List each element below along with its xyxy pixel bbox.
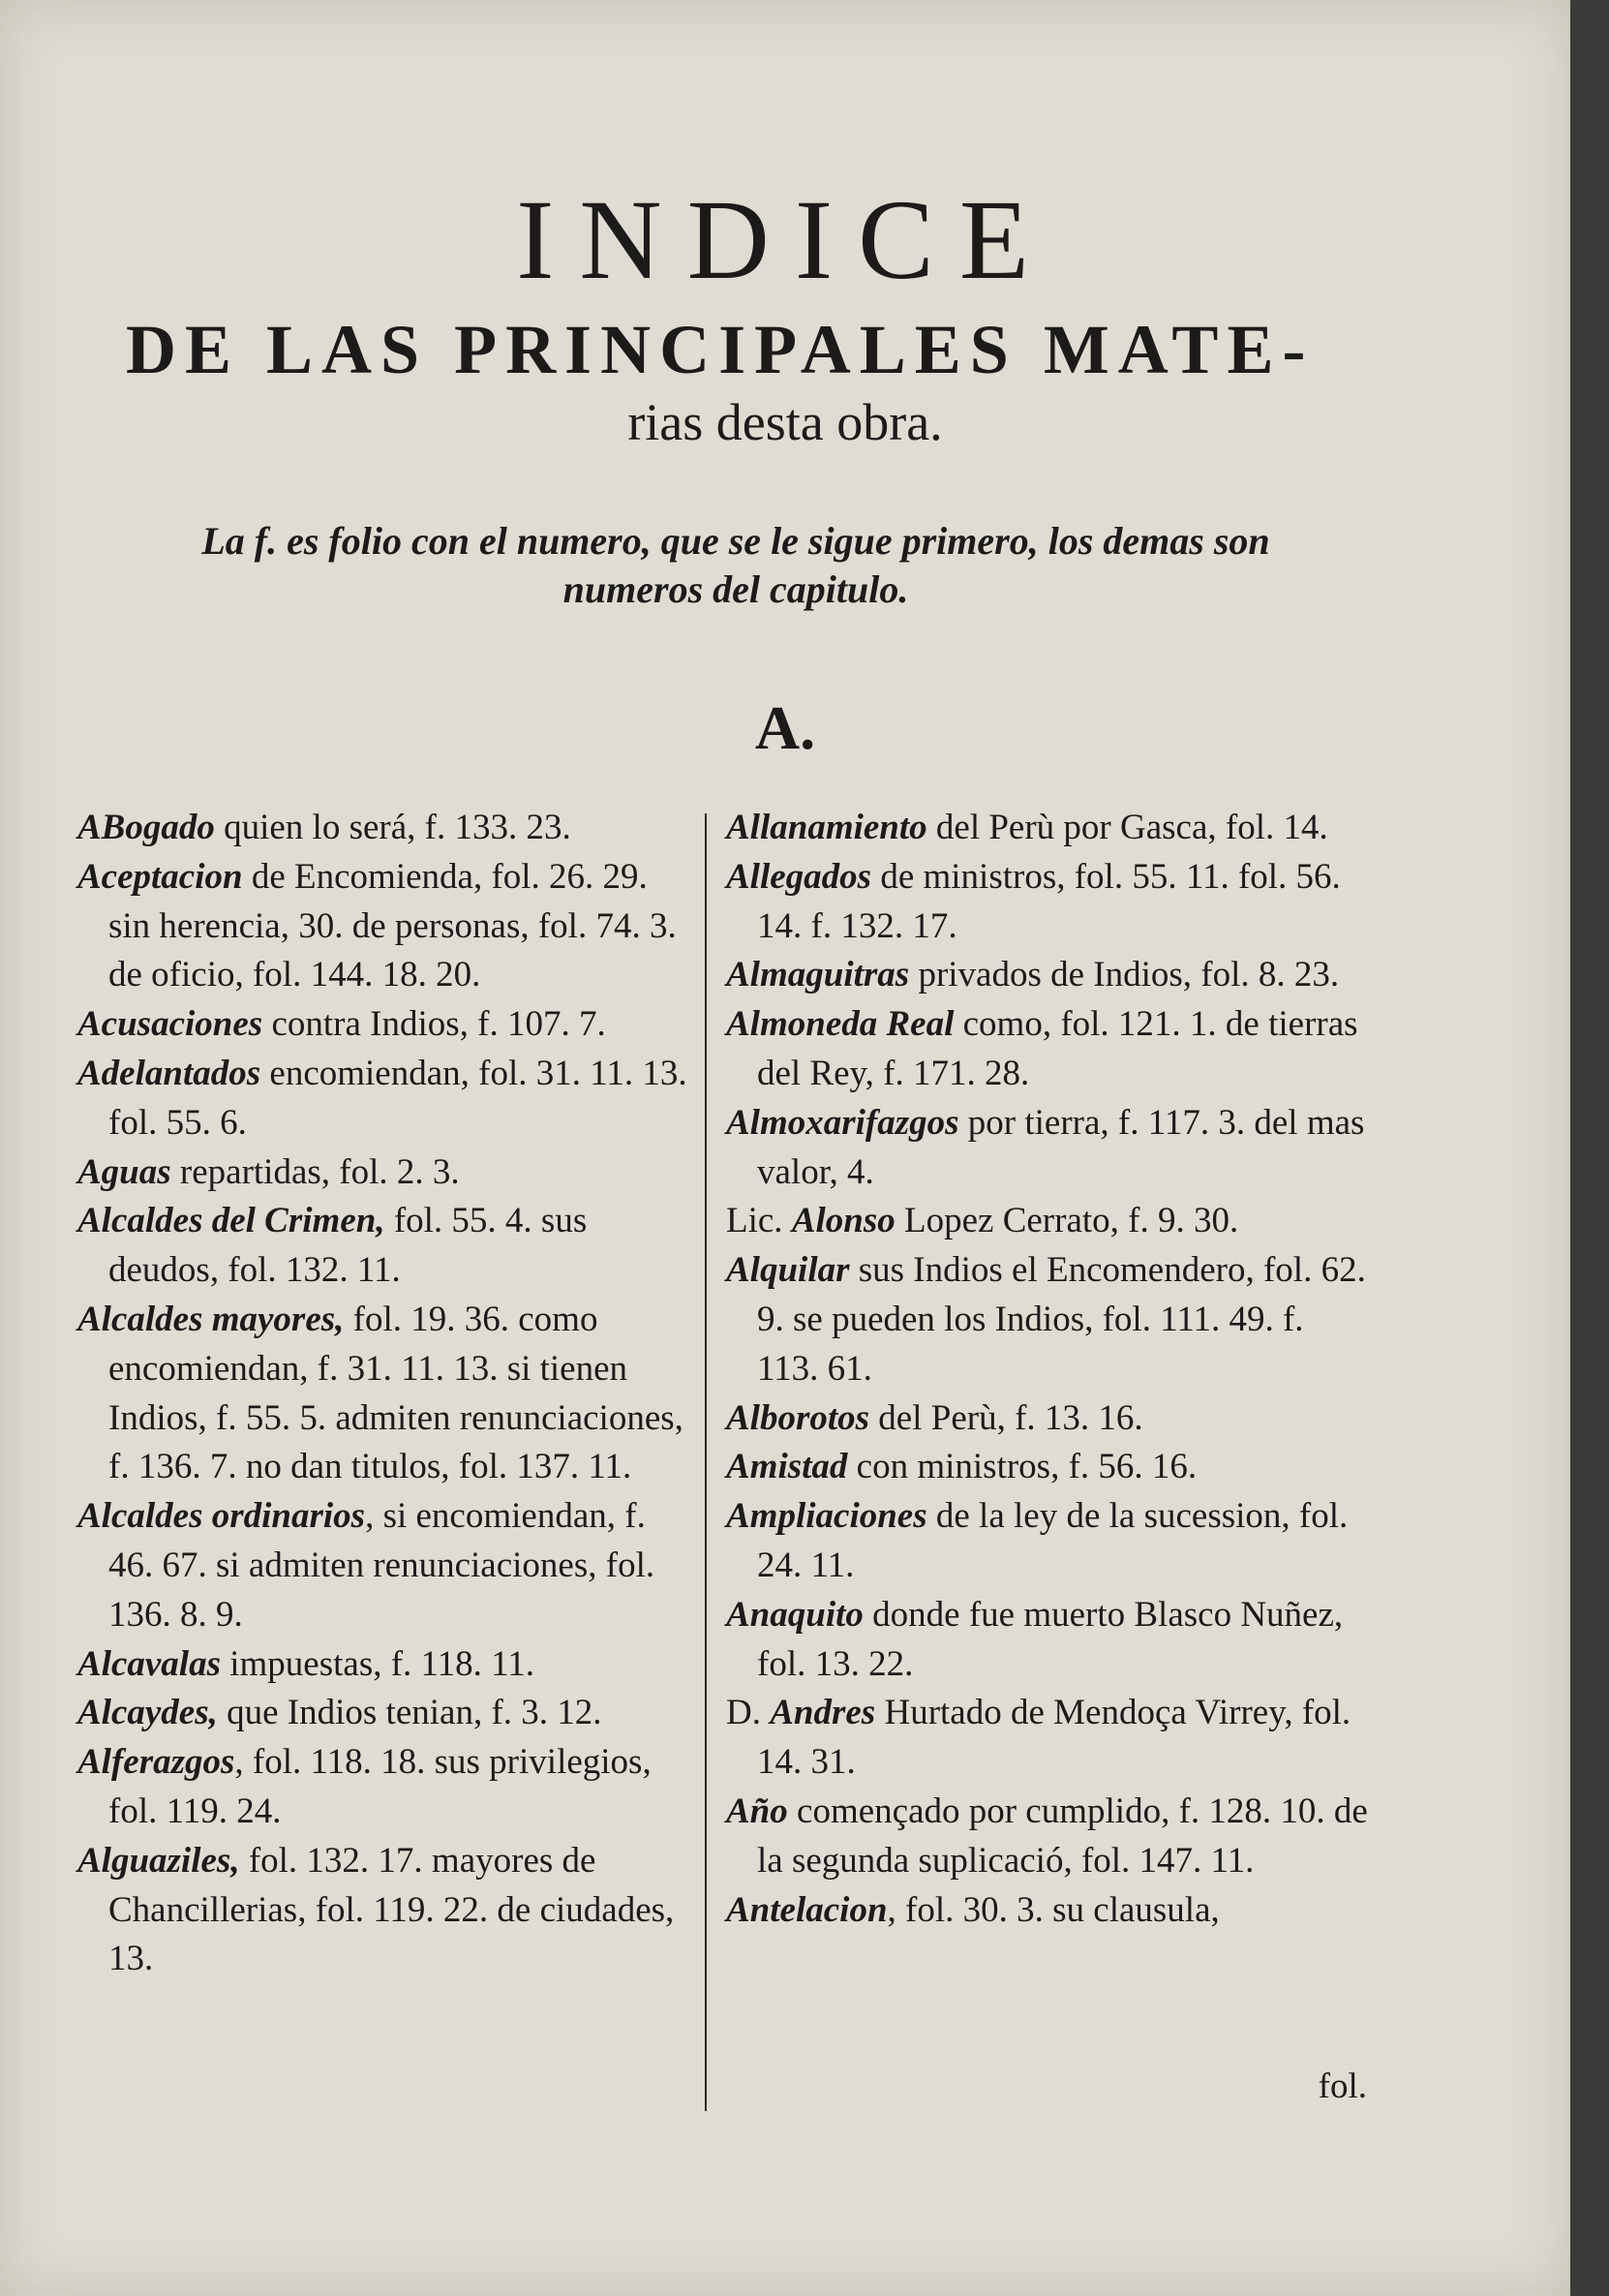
entry-text: , fol. 30. 3. su clausula, <box>887 1889 1220 1930</box>
entry-text: impuestas, f. 118. 11. <box>220 1643 535 1684</box>
index-entry <box>77 853 697 1000</box>
section-letter: A. <box>754 693 816 762</box>
entry-heading: Alquilar <box>726 1250 850 1291</box>
entry-heading: ABogado <box>77 808 215 847</box>
index-entry <box>726 1689 1370 1788</box>
index-entry <box>726 1099 1370 1198</box>
entry-heading: Aguas <box>77 1151 171 1192</box>
entry-heading: Almoneda Real <box>726 1004 955 1045</box>
entry-heading: Alcaldes mayores, <box>77 1299 345 1339</box>
index-entry <box>77 1640 697 1690</box>
index-entry <box>726 804 1370 853</box>
index-entry <box>77 1050 697 1148</box>
page-title: INDICE <box>516 176 1054 303</box>
entry-heading: Antelacion <box>726 1889 888 1930</box>
entry-text: fol. 19. 36. como encomiendan, f. 31. 11. 13. si tienen Indios, f. 55. 5. admiten renunciaciones, f. 136. 7. no dan titulos, fol. 137. 11. <box>108 1299 683 1487</box>
entry-heading: Almaguitras <box>726 955 910 995</box>
index-entry <box>77 1492 697 1639</box>
entry-heading: Anaquito <box>726 1594 864 1635</box>
index-entry <box>726 853 1370 952</box>
entry-prefix: Lic. <box>726 1201 792 1241</box>
entry-text: privados de Indios, fol. 8. 23. <box>909 955 1340 995</box>
entry-text: sus Indios el Encomendero, fol. 62. 9. se pueden los Indios, fol. 111. 49. f. 113. 61. <box>757 1250 1366 1389</box>
entry-text: donde fue muerto Blasco Nuñez, fol. 13. 22. <box>757 1594 1344 1684</box>
entry-heading: Amistad <box>726 1447 848 1487</box>
entry-text: de la ley de la sucession, fol. 24. 11. <box>757 1496 1349 1585</box>
index-entry <box>726 1788 1370 1886</box>
entry-text: , si encomiendan, f. 46. 67. si admiten renunciaciones, fol. 136. 8. 9. <box>108 1496 655 1635</box>
entry-heading: Alcavalas <box>77 1643 221 1684</box>
index-entry <box>726 1197 1370 1246</box>
entry-text: encomiendan, fol. 31. 11. 13. fol. 55. 6. <box>108 1053 687 1143</box>
column-divider <box>705 813 707 2111</box>
entry-text: fol. 132. 17. mayores de Chancillerias, fol. 119. 22. de ciudades, 13. <box>108 1840 675 1979</box>
entry-heading: Almoxarifazgos <box>726 1102 959 1143</box>
entry-heading: Adelantados <box>77 1053 261 1093</box>
index-entry <box>77 1000 697 1050</box>
index-entry <box>726 1886 1370 1936</box>
entry-text: con ministros, f. 56. 16. <box>847 1447 1198 1487</box>
index-entry <box>726 1492 1370 1591</box>
entry-text: repartidas, fol. 2. 3. <box>170 1151 460 1192</box>
entry-heading: Andres <box>770 1693 876 1733</box>
catchword: fol. <box>1318 2066 1367 2106</box>
index-entry <box>77 1689 697 1738</box>
entry-heading: Acusaciones <box>77 1004 263 1045</box>
index-entry <box>726 951 1370 1000</box>
index-entry <box>77 1148 697 1198</box>
entry-text: , fol. 118. 18. sus privilegios, fol. 119. 24. <box>108 1742 652 1831</box>
explanatory-note-line2: numeros del capitulo. <box>562 567 909 611</box>
entry-text: del Perù, f. 13. 16. <box>869 1397 1143 1438</box>
entry-text: de Encomienda, fol. 26. 29. sin herencia, 30. de personas, fol. 74. 3. de oficio, fol. 144. 18. 20. <box>108 856 677 995</box>
entry-heading: Alcaldes del Crimen, <box>77 1201 385 1241</box>
entry-heading: Alguaziles, <box>77 1840 240 1881</box>
page-edge-shadow <box>1570 0 1609 2296</box>
page-subtitle-line2: rias desta obra. <box>627 393 943 451</box>
index-entry <box>77 1296 697 1492</box>
entry-heading: Allanamiento <box>726 808 927 847</box>
entry-text: Lopez Cerrato, f. 9. 30. <box>895 1201 1239 1241</box>
index-entry <box>77 1197 697 1296</box>
entry-text: que Indios tenian, f. 3. 12. <box>217 1693 602 1733</box>
entry-heading: Alcaldes ordinarios <box>77 1496 366 1537</box>
index-entry <box>77 1837 697 1984</box>
entry-text: por tierra, f. 117. 3. del mas valor, 4. <box>757 1102 1365 1192</box>
entry-prefix: D. <box>726 1693 771 1733</box>
index-entry <box>726 1000 1370 1099</box>
entry-text: del Perù por Gasca, fol. 14. <box>926 808 1328 847</box>
index-entry <box>726 1246 1370 1393</box>
explanatory-note-line1: La f. es folio con el numero, que se le sigue primero, los demas son <box>201 519 1270 563</box>
entry-heading: Alborotos <box>726 1397 870 1438</box>
entry-text: quien lo será, f. 133. 23. <box>214 808 571 847</box>
entry-text: fol. 55. 4. sus deudos, fol. 132. 11. <box>108 1201 588 1291</box>
index-entry <box>726 1591 1370 1690</box>
index-column-left <box>77 804 697 1984</box>
index-column-right <box>726 804 1370 1935</box>
entry-text: contra Indios, f. 107. 7. <box>262 1004 606 1045</box>
index-entry <box>726 1394 1370 1444</box>
index-entry <box>77 804 697 853</box>
entry-heading: Ampliaciones <box>726 1496 927 1537</box>
entry-text: de ministros, fol. 55. 11. fol. 56. 14. f. 132. 17. <box>757 856 1341 946</box>
index-entry <box>77 1738 697 1837</box>
page-subtitle-line1: DE LAS PRINCIPALES MATE- <box>126 311 1315 388</box>
entry-text: como, fol. 121. 1. de tierras del Rey, f. 171. 28. <box>757 1004 1358 1093</box>
entry-heading: Año <box>726 1791 788 1831</box>
entry-heading: Alcaydes, <box>77 1693 218 1733</box>
entry-text: Hurtado de Mendoça Virrey, fol. 14. 31. <box>757 1693 1351 1783</box>
index-entry <box>726 1443 1370 1492</box>
entry-heading: Alonso <box>791 1201 896 1241</box>
entry-heading: Aceptacion <box>77 856 243 897</box>
entry-heading: Allegados <box>726 856 872 897</box>
entry-text: començado por cumplido, f. 128. 10. de la segunda suplicació, fol. 147. 11. <box>757 1791 1368 1881</box>
entry-heading: Alferazgos <box>77 1742 235 1783</box>
